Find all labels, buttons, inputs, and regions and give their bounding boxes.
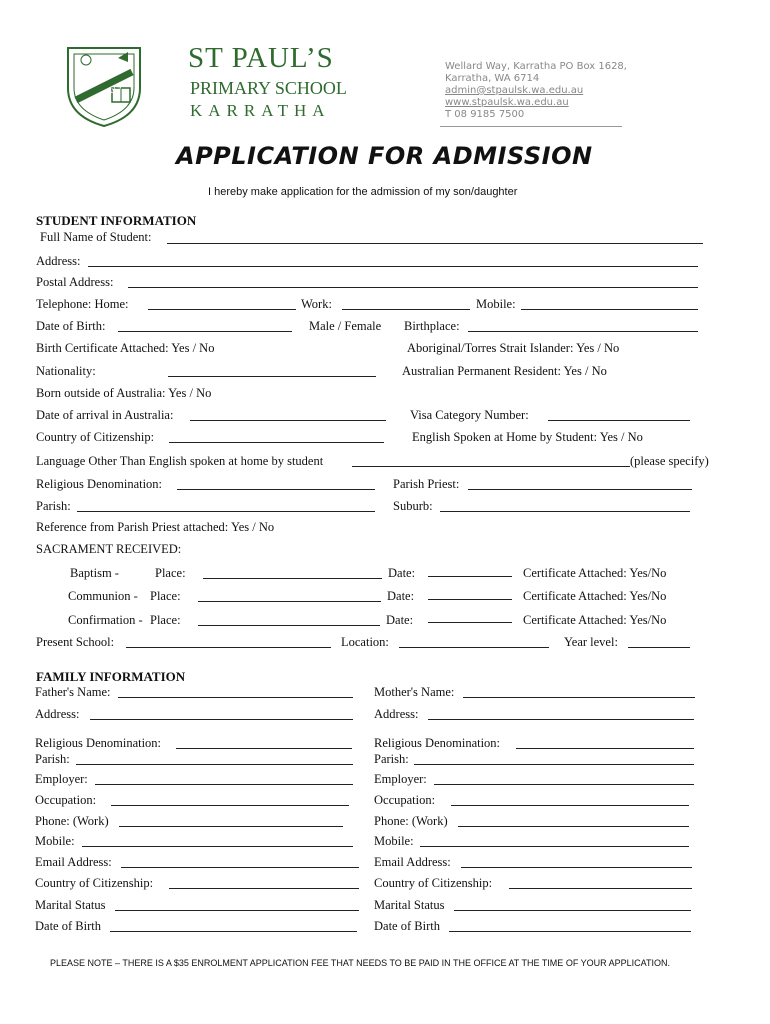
mother-citizenship-label: Country of Citizenship: bbox=[374, 876, 493, 890]
communion-date-label: Date: bbox=[387, 589, 415, 603]
baptism-label: Baptism - bbox=[70, 566, 119, 580]
suburb-label: Suburb: bbox=[393, 499, 433, 513]
contact-website-link[interactable]: www.stpaulsk.wa.edu.au bbox=[445, 97, 569, 108]
location-field[interactable] bbox=[399, 647, 549, 648]
father-mobile-field[interactable] bbox=[82, 846, 353, 847]
student-work-label: Work: bbox=[301, 297, 332, 311]
mother-occupation-field[interactable] bbox=[451, 805, 689, 806]
mother-religion-field[interactable] bbox=[516, 748, 694, 749]
language-other-field[interactable] bbox=[352, 466, 630, 467]
page-title: APPLICATION FOR ADMISSION bbox=[176, 142, 593, 170]
mother-religion-label: Religious Denomination: bbox=[374, 736, 501, 750]
visa-field[interactable] bbox=[548, 420, 690, 421]
year-level-label: Year level: bbox=[564, 635, 618, 649]
school-crest bbox=[58, 38, 150, 130]
mother-mobile-field[interactable] bbox=[420, 846, 689, 847]
fathers-name-label: Father's Name: bbox=[35, 685, 111, 699]
mother-dob-field[interactable] bbox=[449, 931, 691, 932]
student-heading: STUDENT INFORMATION bbox=[36, 213, 197, 228]
language-other-label: Language Other Than English spoken at home by student bbox=[36, 454, 324, 468]
mother-parish-label: Parish: bbox=[374, 752, 409, 766]
student-telephone-label: Telephone: Home: bbox=[36, 297, 129, 311]
father-dob-label: Date of Birth bbox=[35, 919, 101, 933]
confirmation-certificate-option[interactable]: Certificate Attached: Yes/No bbox=[523, 613, 667, 627]
school-type: PRIMARY SCHOOL bbox=[190, 78, 347, 98]
communion-certificate-option[interactable]: Certificate Attached: Yes/No bbox=[523, 589, 667, 603]
present-school-field[interactable] bbox=[126, 647, 331, 648]
father-phone-work-label: Phone: (Work) bbox=[35, 814, 109, 828]
mother-phone-work-label: Phone: (Work) bbox=[374, 814, 448, 828]
mother-email-field[interactable] bbox=[461, 867, 692, 868]
father-marital-field[interactable] bbox=[115, 910, 359, 911]
mother-parish-field[interactable] bbox=[414, 764, 694, 765]
citizenship-field[interactable] bbox=[169, 442, 384, 443]
intro-text: I hereby make application for the admission of my son/daughter bbox=[208, 186, 518, 198]
mother-employer-label: Employer: bbox=[374, 772, 427, 786]
student-address-field[interactable] bbox=[88, 266, 698, 267]
father-mobile-label: Mobile: bbox=[35, 834, 75, 848]
citizenship-label: Country of Citizenship: bbox=[36, 430, 155, 444]
reference-option[interactable]: Reference from Parish Priest attached: Yes / No bbox=[36, 520, 275, 534]
mother-email-label: Email Address: bbox=[374, 855, 451, 869]
fee-note: PLEASE NOTE – THERE IS A $35 ENROLMENT APPLICATION FEE THAT NEEDS TO BE PAID IN THE OFFICE AT THE TIME OF YOUR APPLICATION. bbox=[50, 958, 671, 968]
mother-address-field[interactable] bbox=[428, 719, 694, 720]
father-parish-field[interactable] bbox=[76, 764, 353, 765]
student-mobile-label: Mobile: bbox=[476, 297, 516, 311]
contact-phone: T 08 9185 7500 bbox=[445, 109, 525, 120]
student-full-name-field[interactable] bbox=[167, 243, 703, 244]
present-school-label: Present School: bbox=[36, 635, 115, 649]
baptism-certificate-option[interactable]: Certificate Attached: Yes/No bbox=[523, 566, 667, 580]
baptism-date-label: Date: bbox=[388, 566, 416, 580]
father-address-label: Address: bbox=[35, 707, 80, 721]
contact-block bbox=[445, 61, 627, 121]
student-birthplace-label: Birthplace: bbox=[404, 319, 460, 333]
confirmation-date-field[interactable] bbox=[428, 622, 512, 623]
contact-address2: Karratha, WA 6714 bbox=[445, 73, 540, 84]
mother-marital-label: Marital Status bbox=[374, 898, 445, 912]
mother-citizenship-field[interactable] bbox=[509, 888, 692, 889]
religious-denomination-field[interactable] bbox=[177, 489, 375, 490]
confirmation-place-field[interactable] bbox=[198, 625, 380, 626]
father-citizenship-field[interactable] bbox=[169, 888, 359, 889]
contact-email-link[interactable]: admin@stpaulsk.wa.edu.au bbox=[445, 85, 584, 96]
father-phone-work-field[interactable] bbox=[119, 826, 343, 827]
english-home-option[interactable]: English Spoken at Home by Student: Yes / No bbox=[412, 430, 643, 444]
father-marital-label: Marital Status bbox=[35, 898, 106, 912]
student-dob-field[interactable] bbox=[118, 331, 292, 332]
mother-phone-work-field[interactable] bbox=[458, 826, 689, 827]
father-email-field[interactable] bbox=[121, 867, 359, 868]
baptism-date-field[interactable] bbox=[428, 576, 512, 577]
school-town: KARRATHA bbox=[190, 101, 331, 120]
parish-label: Parish: bbox=[36, 499, 71, 513]
father-address-field[interactable] bbox=[90, 719, 353, 720]
family-heading: FAMILY INFORMATION bbox=[36, 669, 186, 684]
arrival-date-field[interactable] bbox=[190, 420, 386, 421]
mother-dob-label: Date of Birth bbox=[374, 919, 440, 933]
father-parish-label: Parish: bbox=[35, 752, 70, 766]
father-religion-field[interactable] bbox=[176, 748, 352, 749]
father-email-label: Email Address: bbox=[35, 855, 112, 869]
mother-employer-field[interactable] bbox=[434, 784, 694, 785]
father-employer-label: Employer: bbox=[35, 772, 88, 786]
student-work-phone-field[interactable] bbox=[342, 309, 470, 310]
parish-priest-label: Parish Priest: bbox=[393, 477, 460, 491]
fathers-name-field[interactable] bbox=[118, 697, 353, 698]
student-gender-option[interactable]: Male / Female bbox=[309, 319, 382, 333]
nationality-label: Nationality: bbox=[36, 364, 96, 378]
permanent-resident-option[interactable]: Australian Permanent Resident: Yes / No bbox=[402, 364, 607, 378]
student-postal-label: Postal Address: bbox=[36, 275, 114, 289]
aboriginal-option[interactable]: Aboriginal/Torres Strait Islander: Yes / No bbox=[407, 341, 620, 355]
contact-divider bbox=[440, 126, 622, 127]
born-outside-option[interactable]: Born outside of Australia: Yes / No bbox=[36, 386, 212, 400]
location-label: Location: bbox=[341, 635, 389, 649]
visa-label: Visa Category Number: bbox=[410, 408, 529, 422]
please-specify-label: (please specify) bbox=[630, 454, 709, 468]
father-employer-field[interactable] bbox=[95, 784, 353, 785]
mothers-name-label: Mother's Name: bbox=[374, 685, 455, 699]
father-occupation-field[interactable] bbox=[111, 805, 349, 806]
student-mobile-field[interactable] bbox=[521, 309, 698, 310]
birth-cert-option[interactable]: Birth Certificate Attached: Yes / No bbox=[36, 341, 215, 355]
baptism-place-label: Place: bbox=[155, 566, 186, 580]
confirmation-date-label: Date: bbox=[386, 613, 414, 627]
father-dob-field[interactable] bbox=[110, 931, 357, 932]
student-home-phone-field[interactable] bbox=[148, 309, 296, 310]
contact-address1: Wellard Way, Karratha PO Box 1628, bbox=[445, 61, 627, 72]
mother-mobile-label: Mobile: bbox=[374, 834, 414, 848]
student-dob-label: Date of Birth: bbox=[36, 319, 106, 333]
communion-place-field[interactable] bbox=[198, 601, 381, 602]
communion-place-label: Place: bbox=[150, 589, 181, 603]
father-occupation-label: Occupation: bbox=[35, 793, 97, 807]
parish-field[interactable] bbox=[77, 511, 375, 512]
school-name: ST PAUL’S bbox=[188, 42, 334, 74]
mother-address-label: Address: bbox=[374, 707, 419, 721]
arrival-date-label: Date of arrival in Australia: bbox=[36, 408, 174, 422]
sacrament-heading: SACRAMENT RECEIVED: bbox=[36, 542, 182, 556]
baptism-place-field[interactable] bbox=[203, 578, 382, 579]
student-birthplace-field[interactable] bbox=[468, 331, 698, 332]
religious-denomination-label: Religious Denomination: bbox=[36, 477, 163, 491]
crest-text: St Paul's bbox=[90, 81, 123, 104]
communion-label: Communion - bbox=[68, 589, 138, 603]
suburb-field[interactable] bbox=[440, 511, 690, 512]
student-address-label: Address: bbox=[36, 254, 81, 268]
father-citizenship-label: Country of Citizenship: bbox=[35, 876, 154, 890]
communion-date-field[interactable] bbox=[428, 599, 512, 600]
nationality-field[interactable] bbox=[168, 376, 376, 377]
parish-priest-field[interactable] bbox=[468, 489, 692, 490]
confirmation-label: Confirmation - bbox=[68, 613, 143, 627]
year-level-field[interactable] bbox=[628, 647, 690, 648]
father-religion-label: Religious Denomination: bbox=[35, 736, 162, 750]
mother-occupation-label: Occupation: bbox=[374, 793, 436, 807]
mother-marital-field[interactable] bbox=[454, 910, 691, 911]
mothers-name-field[interactable] bbox=[463, 697, 695, 698]
confirmation-place-label: Place: bbox=[150, 613, 181, 627]
student-postal-field[interactable] bbox=[128, 287, 698, 288]
student-full-name-label: Full Name of Student: bbox=[40, 230, 152, 244]
